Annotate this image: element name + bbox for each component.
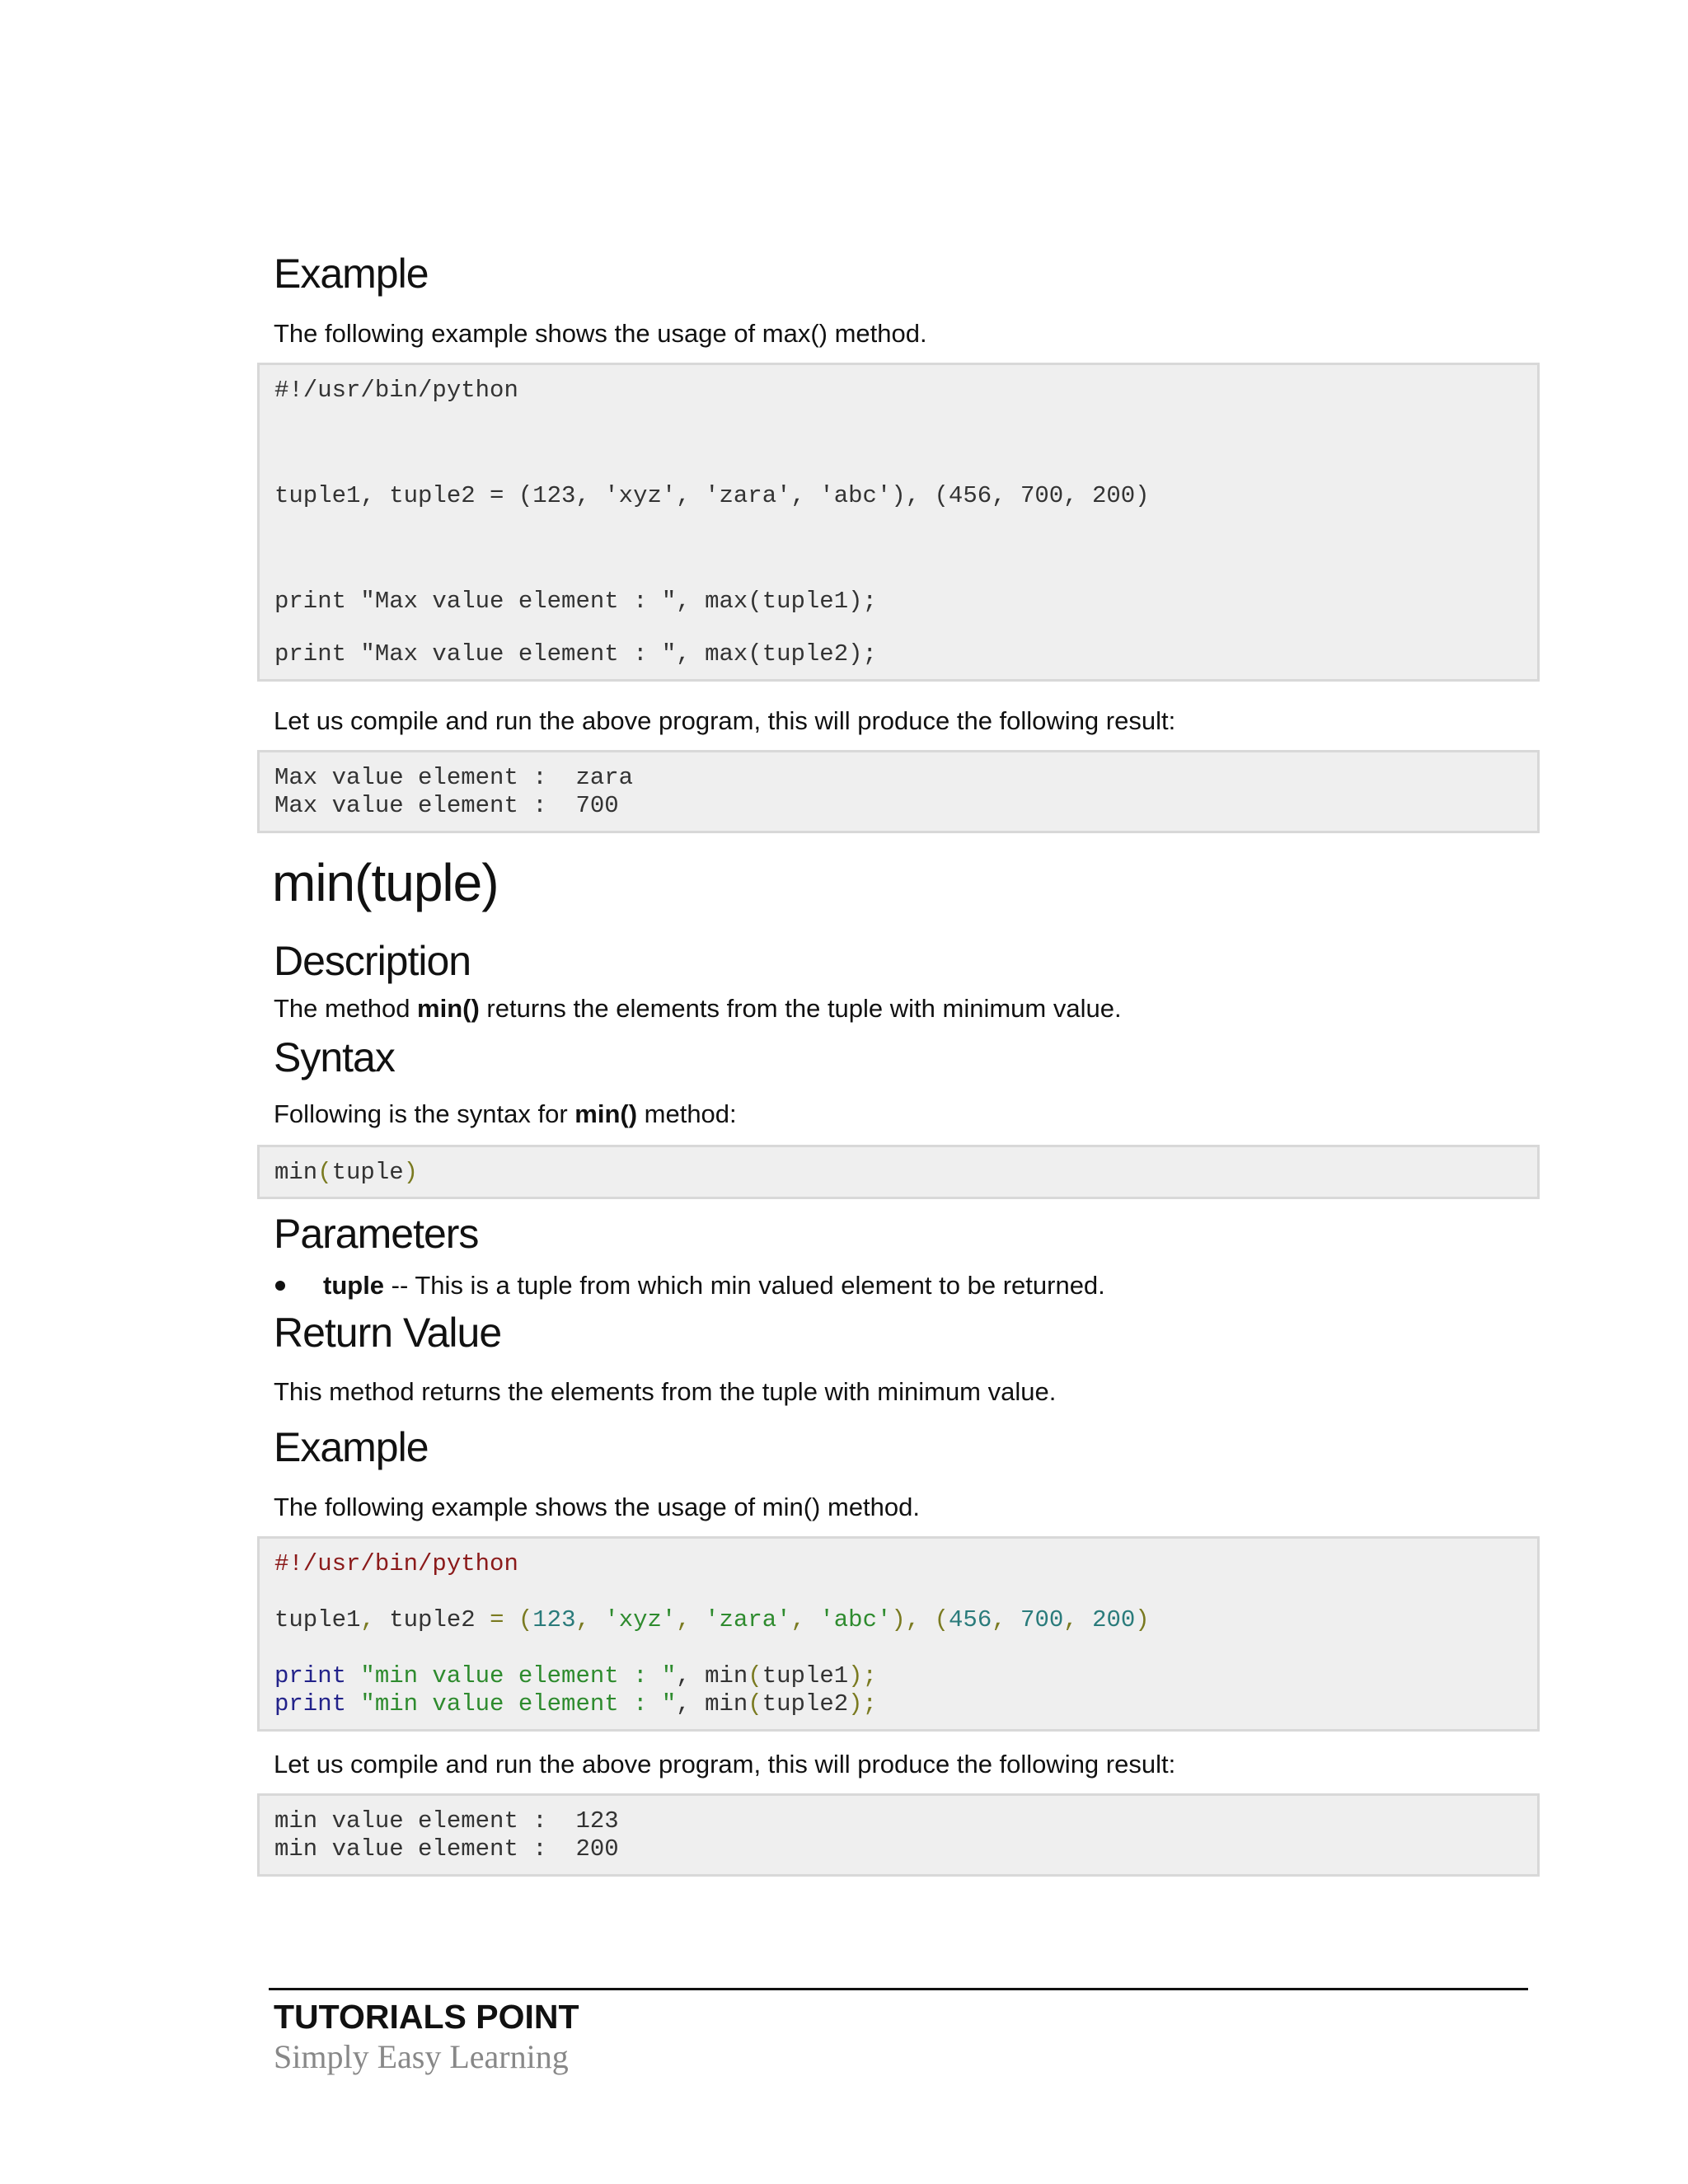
code-line: #!/usr/bin/python — [274, 377, 518, 404]
output-block-max — [257, 750, 1540, 833]
code-token: , min — [676, 1690, 748, 1718]
code-token: print — [274, 1690, 347, 1718]
code-token: "min value element : " — [346, 1662, 677, 1690]
code-token: 456 — [949, 1606, 992, 1633]
code-token: "min value element : " — [346, 1690, 677, 1718]
code-token: , — [575, 1606, 605, 1633]
code-token: = — [490, 1606, 504, 1633]
code-token: ); — [848, 1662, 877, 1690]
description-heading: Description — [274, 938, 471, 984]
code-token: ( — [748, 1662, 762, 1690]
parameter-name: tuple — [323, 1271, 385, 1300]
code-token: ( — [748, 1690, 762, 1718]
syntax-pre: Following is the syntax for — [274, 1099, 575, 1128]
code-token: ( — [317, 1159, 332, 1186]
syntax-bold: min() — [574, 1099, 638, 1128]
result-intro-min: Let us compile and run the above program, this will produce the following result: — [274, 1750, 1176, 1779]
code-token: , — [676, 1606, 706, 1633]
return-value-text: This method returns the elements from the tuple with minimum value. — [274, 1377, 1057, 1406]
syntax-code-block — [257, 1145, 1540, 1199]
footer-title: TUTORIALS POINT — [274, 1998, 579, 2036]
code-token: ) — [1135, 1606, 1150, 1633]
code-token: 'xyz' — [604, 1606, 677, 1633]
code-token: tuple — [331, 1159, 404, 1186]
code-line — [274, 1690, 877, 1718]
return-value-heading: Return Value — [274, 1310, 502, 1356]
description-text — [274, 992, 1122, 1025]
syntax-code-line — [274, 1159, 418, 1186]
code-block-min — [257, 1536, 1540, 1732]
output-block-min — [257, 1793, 1540, 1877]
description-bold: min() — [417, 994, 480, 1023]
code-token: , — [992, 1606, 1021, 1633]
example-heading-min: Example — [274, 1424, 429, 1470]
code-token: tuple1 — [762, 1662, 849, 1690]
output-line: min value element : 123 — [274, 1807, 619, 1835]
code-token: tuple1 — [274, 1606, 361, 1633]
result-intro-max: Let us compile and run the above program, this will produce the following result: — [274, 706, 1176, 735]
code-token: 200 — [1092, 1606, 1136, 1633]
code-token: 700 — [1020, 1606, 1064, 1633]
parameter-item — [323, 1269, 1105, 1302]
code-token: ) — [403, 1159, 419, 1186]
code-token: print — [274, 1662, 347, 1690]
section-title: min(tuple) — [272, 853, 499, 912]
code-token: ); — [848, 1690, 877, 1718]
code-token: , — [1063, 1606, 1093, 1633]
output-line: Max value element : 700 — [274, 792, 619, 819]
code-token: 'abc' — [819, 1606, 892, 1633]
output-line: Max value element : zara — [274, 764, 634, 791]
code-token: min — [274, 1159, 318, 1186]
code-line: print "Max value element : ", max(tuple1); — [274, 588, 877, 615]
parameters-heading: Parameters — [274, 1211, 479, 1257]
bullet-icon — [275, 1281, 285, 1291]
code-token: 'zara' — [705, 1606, 791, 1633]
description-post: returns the elements from the tuple with minimum value. — [479, 994, 1122, 1023]
example-intro-min: The following example shows the usage of min() method. — [274, 1493, 921, 1521]
code-token: 123 — [532, 1606, 576, 1633]
code-line — [274, 1662, 877, 1690]
example-intro-max: The following example shows the usage of max() method. — [274, 319, 927, 348]
example-heading-max: Example — [274, 251, 429, 297]
code-token: tuple2 — [762, 1690, 849, 1718]
code-line: #!/usr/bin/python — [274, 1550, 518, 1577]
code-block-max — [257, 363, 1540, 682]
syntax-post: method: — [637, 1099, 737, 1128]
footer-divider — [269, 1988, 1528, 1990]
code-token: ( — [504, 1606, 533, 1633]
code-line: tuple1, tuple2 = (123, 'xyz', 'zara', 'abc'), (456, 700, 200) — [274, 482, 1150, 509]
code-token: , — [360, 1606, 375, 1633]
code-token: ), ( — [891, 1606, 950, 1633]
syntax-intro — [274, 1098, 737, 1131]
syntax-heading: Syntax — [274, 1034, 395, 1080]
code-token: , min — [676, 1662, 748, 1690]
parameter-desc: -- This is a tuple from which min valued element to be returned. — [384, 1271, 1105, 1300]
output-line: min value element : 200 — [274, 1835, 619, 1863]
footer-subtitle: Simply Easy Learning — [274, 2038, 569, 2075]
code-line: print "Max value element : ", max(tuple2); — [274, 640, 877, 668]
description-pre: The method — [274, 994, 418, 1023]
code-token: tuple2 — [374, 1606, 490, 1633]
code-token: , — [790, 1606, 820, 1633]
code-line — [274, 1606, 1150, 1633]
